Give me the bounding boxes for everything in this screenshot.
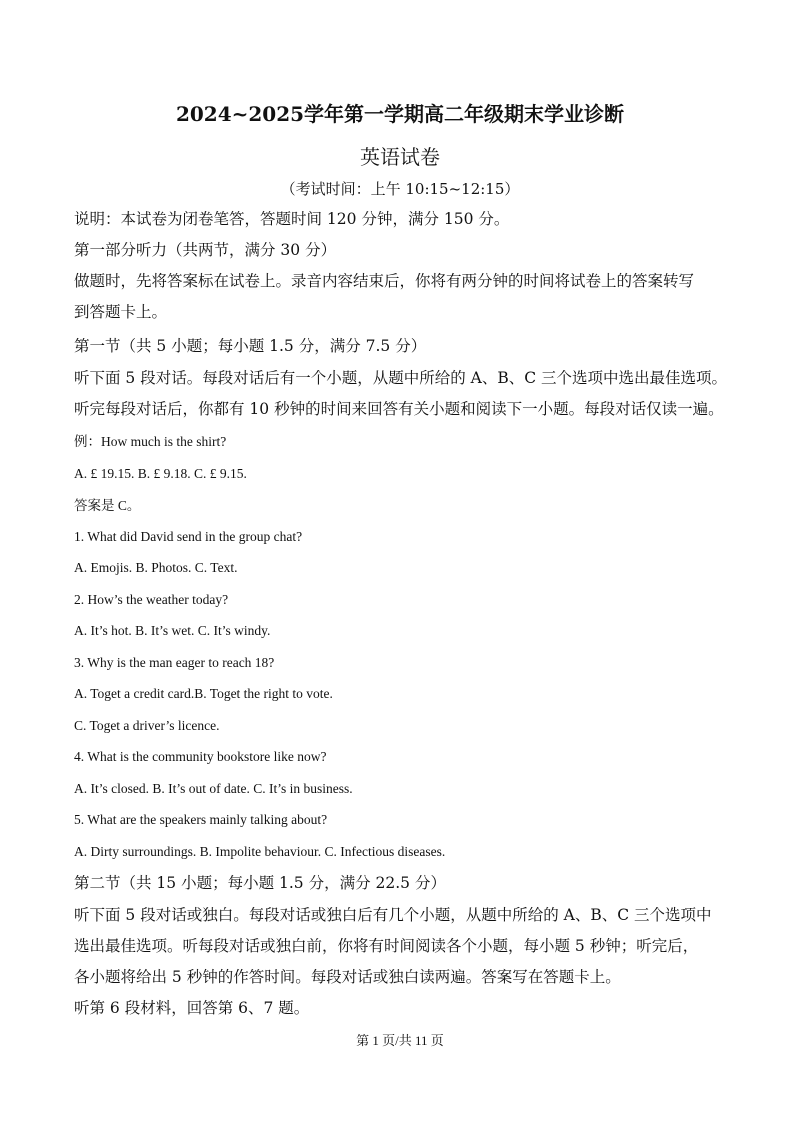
part1-description-line1: 做题时，先将答案标在试卷上。录音内容结束后，你将有两分钟的时间将试卷上的答案转写 <box>74 272 695 290</box>
example-question: 例：How much is the shirt? <box>74 434 227 449</box>
instructions-note: 说明：本试卷为闭卷笔答，答题时间 120 分钟，满分 150 分。 <box>74 210 510 228</box>
question-2: 2. How’s the weather today? <box>74 592 229 607</box>
section2-description-line1: 听下面 5 段对话或独白。每段对话或独白后有几个小题，从题中所给的 A、B、C 三个选项中 <box>74 906 712 924</box>
question-4: 4. What is the community bookstore like now? <box>74 749 327 764</box>
exam-time: （考试时间：上午 10:15~12:15） <box>280 180 520 198</box>
section2-description-line2: 选出最佳选项。听每段对话或独白前，你将有时间阅读各个小题，每小题 5 秒钟；听完后， <box>74 937 699 955</box>
section1-description-line1: 听下面 5 段对话。每段对话后有一个小题，从题中所给的 A、B、C 三个选项中选出最佳选项。 <box>74 369 728 387</box>
question-1-options: A. Emojis. B. Photos. C. Text. <box>74 560 238 575</box>
part1-title: 第一部分听力（共两节，满分 30 分） <box>74 241 337 259</box>
question-2-options: A. It’s hot. B. It’s wet. C. It’s windy. <box>74 623 271 638</box>
example-options: A. £ 19.15. B. £ 9.18. C. £ 9.15. <box>74 466 247 481</box>
example-answer: 答案是 C。 <box>74 498 141 513</box>
exam-subtitle: 英语试卷 <box>360 145 440 169</box>
section2-title: 第二节（共 15 小题；每小题 1.5 分，满分 22.5 分） <box>74 874 446 892</box>
section1-title: 第一节（共 5 小题；每小题 1.5 分，满分 7.5 分） <box>74 337 427 355</box>
exam-title: 2024~2025学年第一学期高二年级期末学业诊断 <box>175 102 625 126</box>
question-3-options-line1: A. Toget a credit card.B. Toget the right to vote. <box>74 686 333 701</box>
section2-description-line3: 各小题将给出 5 秒钟的作答时间。每段对话或独白读两遍。答案写在答题卡上。 <box>74 968 621 986</box>
question-4-options: A. It’s closed. B. It’s out of date. C. It’s in business. <box>74 781 353 796</box>
material-6-instruction: 听第 6 段材料，回答第 6、7 题。 <box>74 999 310 1017</box>
question-1: 1. What did David send in the group chat? <box>74 529 303 544</box>
section1-description-line2: 听完每段对话后，你都有 10 秒钟的时间来回答有关小题和阅读下一小题。每段对话仅读一遍。 <box>74 400 724 418</box>
question-3: 3. Why is the man eager to reach 18? <box>74 655 275 670</box>
part1-description-line2: 到答题卡上。 <box>74 303 168 321</box>
question-5: 5. What are the speakers mainly talking about? <box>74 812 328 827</box>
page-number: 第 1 页/共 11 页 <box>356 1033 444 1048</box>
question-5-options: A. Dirty surroundings. B. Impolite behaviour. C. Infectious diseases. <box>74 844 446 859</box>
question-3-options-line2: C. Toget a driver’s licence. <box>74 718 220 733</box>
